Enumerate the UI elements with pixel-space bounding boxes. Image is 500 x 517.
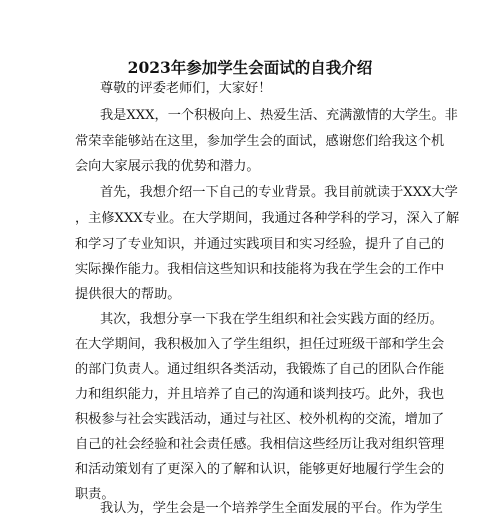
paragraph-line: 其次，我想分享一下我在学生组织和社会实践方面的经历。 bbox=[100, 312, 443, 327]
paragraph-line: 的部门负责人。通过组织各类活动，我锻炼了自己的团队合作能 bbox=[75, 362, 445, 377]
paragraph-line: 常荣幸能够站在这里，参加学生会的面试，感谢您们给我这个机 bbox=[75, 134, 445, 149]
paragraph-line: 自己的社会经验和社会责任感。我相信这些经历让我对组织管理 bbox=[75, 437, 445, 452]
paragraph-line: 在大学期间，我积极加入了学生组织，担任过班级干部和学生会 bbox=[75, 337, 445, 352]
paragraph-line: 力和组织能力，并且培养了自己的沟通和谈判技巧。此外，我也 bbox=[75, 387, 445, 402]
greeting-line: 尊敬的评委老师们，大家好！ bbox=[100, 81, 272, 96]
paragraph-line: 实际操作能力。我相信这些知识和技能将为我在学生会的工作中 bbox=[75, 262, 445, 277]
paragraph-line: 我是XXX，一个积极向上、热爱生活、充满激情的大学生。非 bbox=[100, 108, 458, 123]
document-title: 2023年参加学生会面试的自我介绍 bbox=[127, 58, 373, 77]
paragraph-line: 积极参与社会实践活动，通过与社区、校外机构的交流，增加了 bbox=[75, 412, 445, 427]
paragraph-line: 和活动策划有了更深入的了解和认识，能够更好地履行学生会的 bbox=[75, 462, 445, 477]
paragraph-line: 首先，我想介绍一下自己的专业背景。我目前就读于XXX大学 bbox=[100, 185, 458, 200]
paragraph-line: 和学习了专业知识，并通过实践项目和实习经验，提升了自己的 bbox=[75, 237, 445, 252]
paragraph-line: 我认为，学生会是一个培养学生全面发展的平台。作为学生 bbox=[100, 501, 443, 516]
paragraph-line: 职责。 bbox=[75, 487, 115, 502]
paragraph-line: 会向大家展示我的优势和潜力。 bbox=[75, 159, 260, 174]
paragraph-line: 提供很大的帮助。 bbox=[75, 287, 181, 302]
paragraph-line: ，主修XXX专业。在大学期间，我通过各种学科的学习，深入了解 bbox=[75, 211, 460, 226]
